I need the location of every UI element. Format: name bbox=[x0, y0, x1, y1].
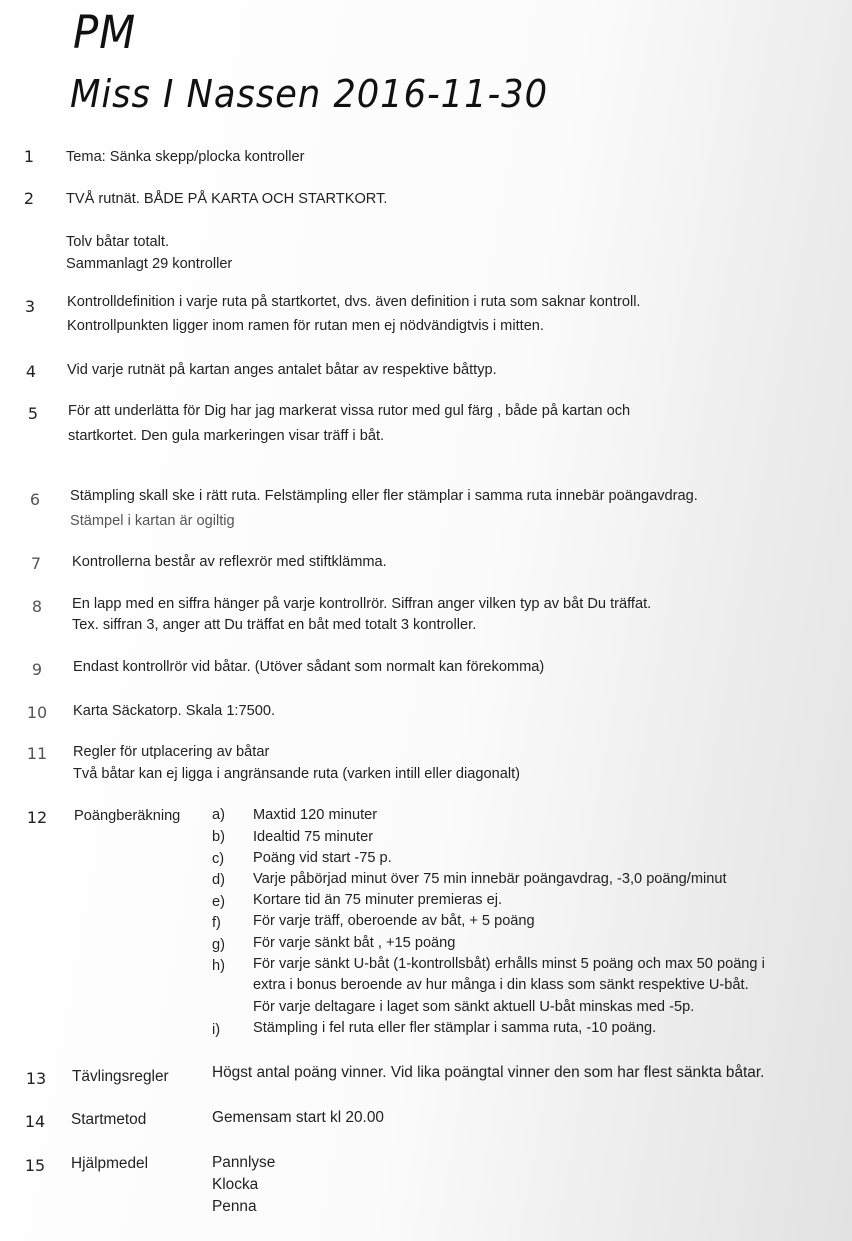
item-text: En lapp med en siffra hänger på varje kontrollrör. Siffran anger vilken typ av båt Du träffat. bbox=[72, 596, 652, 612]
rule-text: För varje träff, oberoende av båt, + 5 poäng bbox=[253, 913, 535, 929]
rule-letter: g) bbox=[212, 937, 225, 953]
rule-letter: f) bbox=[212, 915, 221, 931]
item-text: Kontrollpunkten ligger inom ramen för rutan men ej nödvändigtvis i mitten. bbox=[67, 318, 544, 334]
rule-letter: a) bbox=[212, 807, 225, 823]
item-text: Högst antal poäng vinner. Vid lika poängtal vinner den som har flest sänkta båtar. bbox=[212, 1064, 765, 1081]
rule-letter: e) bbox=[212, 894, 225, 910]
item-text: TVÅ rutnät. BÅDE PÅ KARTA OCH STARTKORT. bbox=[66, 191, 388, 207]
item-number: 9 bbox=[31, 660, 43, 679]
item-text: Vid varje rutnät på kartan anges antalet båtar av respektive båttyp. bbox=[67, 362, 497, 378]
item-text: Stämpel i kartan är ogiltig bbox=[70, 513, 235, 529]
item-text: Penna bbox=[212, 1198, 257, 1215]
item-number: 13 bbox=[25, 1069, 47, 1088]
pm-heading: PM bbox=[73, 6, 137, 59]
item-text: Tema: Sänka skepp/plocka kontroller bbox=[66, 149, 305, 165]
item-number: 1 bbox=[23, 147, 35, 166]
item-text: Karta Säckatorp. Skala 1:7500. bbox=[73, 703, 276, 719]
event-title: Miss I Nassen 2016-11-30 bbox=[70, 72, 549, 116]
rule-text: Stämpling i fel ruta eller fler stämplar i samma ruta, -10 poäng. bbox=[253, 1020, 657, 1036]
item-text: Sammanlagt 29 kontroller bbox=[66, 256, 233, 272]
item-text: startkortet. Den gula markeringen visar träff i båt. bbox=[68, 428, 385, 444]
item-text: Pannlyse bbox=[212, 1154, 276, 1171]
item-text: För att underlätta för Dig har jag markerat vissa rutor med gul färg , både på kartan och bbox=[68, 403, 631, 419]
item-text: Tolv båtar totalt. bbox=[66, 234, 170, 250]
rule-text: Varje påbörjad minut över 75 min innebär poängavdrag, -3,0 poäng/minut bbox=[253, 871, 727, 887]
item-number: 12 bbox=[26, 808, 48, 827]
item-text: Gemensam start kl 20.00 bbox=[212, 1109, 384, 1126]
rule-text: Poäng vid start -75 p. bbox=[253, 850, 392, 866]
rule-text: För varje sänkt U-båt (1-kontrollsbåt) erhålls minst 5 poäng och max 50 poäng i bbox=[253, 956, 765, 972]
rule-text: Kortare tid än 75 minuter premieras ej. bbox=[253, 892, 503, 908]
item-number: 7 bbox=[30, 554, 42, 573]
item-number: 5 bbox=[27, 404, 39, 423]
item-label: Startmetod bbox=[71, 1111, 147, 1128]
item-number: 14 bbox=[24, 1112, 46, 1131]
item-number: 10 bbox=[26, 703, 48, 722]
scoring-label: Poängberäkning bbox=[74, 808, 181, 824]
item-number: 3 bbox=[24, 297, 36, 316]
item-text: Två båtar kan ej ligga i angränsande ruta (varken intill eller diagonalt) bbox=[73, 766, 520, 782]
rule-text: För varje deltagare i laget som sänkt aktuell U-båt minskas med -5p. bbox=[253, 999, 695, 1015]
item-text: Kontrolldefinition i varje ruta på startkortet, dvs. även definition i ruta som saknar kontroll. bbox=[67, 294, 641, 310]
item-label: Tävlingsregler bbox=[72, 1068, 169, 1085]
rule-letter: d) bbox=[212, 872, 225, 888]
rule-text: För varje sänkt båt , +15 poäng bbox=[253, 935, 456, 951]
item-text: Kontrollerna består av reflexrör med stiftklämma. bbox=[72, 554, 387, 570]
item-number: 2 bbox=[23, 189, 35, 208]
item-number: 6 bbox=[29, 490, 41, 509]
rule-text: extra i bonus beroende av hur många i din klass som sänkt respektive U-båt. bbox=[253, 977, 749, 993]
rule-letter: h) bbox=[212, 958, 225, 974]
rule-letter: c) bbox=[212, 851, 225, 867]
item-text: Klocka bbox=[212, 1176, 259, 1193]
rule-text: Maxtid 120 minuter bbox=[253, 807, 378, 823]
item-text: Regler för utplacering av båtar bbox=[73, 744, 270, 760]
rule-letter: i) bbox=[212, 1022, 221, 1038]
item-text: Stämpling skall ske i rätt ruta. Felstämpling eller fler stämplar i samma ruta innebär poängavdrag. bbox=[70, 488, 698, 504]
rule-letter: b) bbox=[212, 829, 225, 845]
item-number: 8 bbox=[31, 597, 43, 616]
item-text: Endast kontrollrör vid båtar. (Utöver sådant som normalt kan förekomma) bbox=[73, 659, 545, 675]
rule-text: Idealtid 75 minuter bbox=[253, 829, 374, 845]
item-number: 11 bbox=[26, 744, 48, 763]
item-text: Tex. siffran 3, anger att Du träffat en båt med totalt 3 kontroller. bbox=[72, 617, 477, 633]
item-number: 4 bbox=[25, 362, 37, 381]
item-label: Hjälpmedel bbox=[71, 1155, 148, 1172]
item-number: 15 bbox=[24, 1156, 46, 1175]
